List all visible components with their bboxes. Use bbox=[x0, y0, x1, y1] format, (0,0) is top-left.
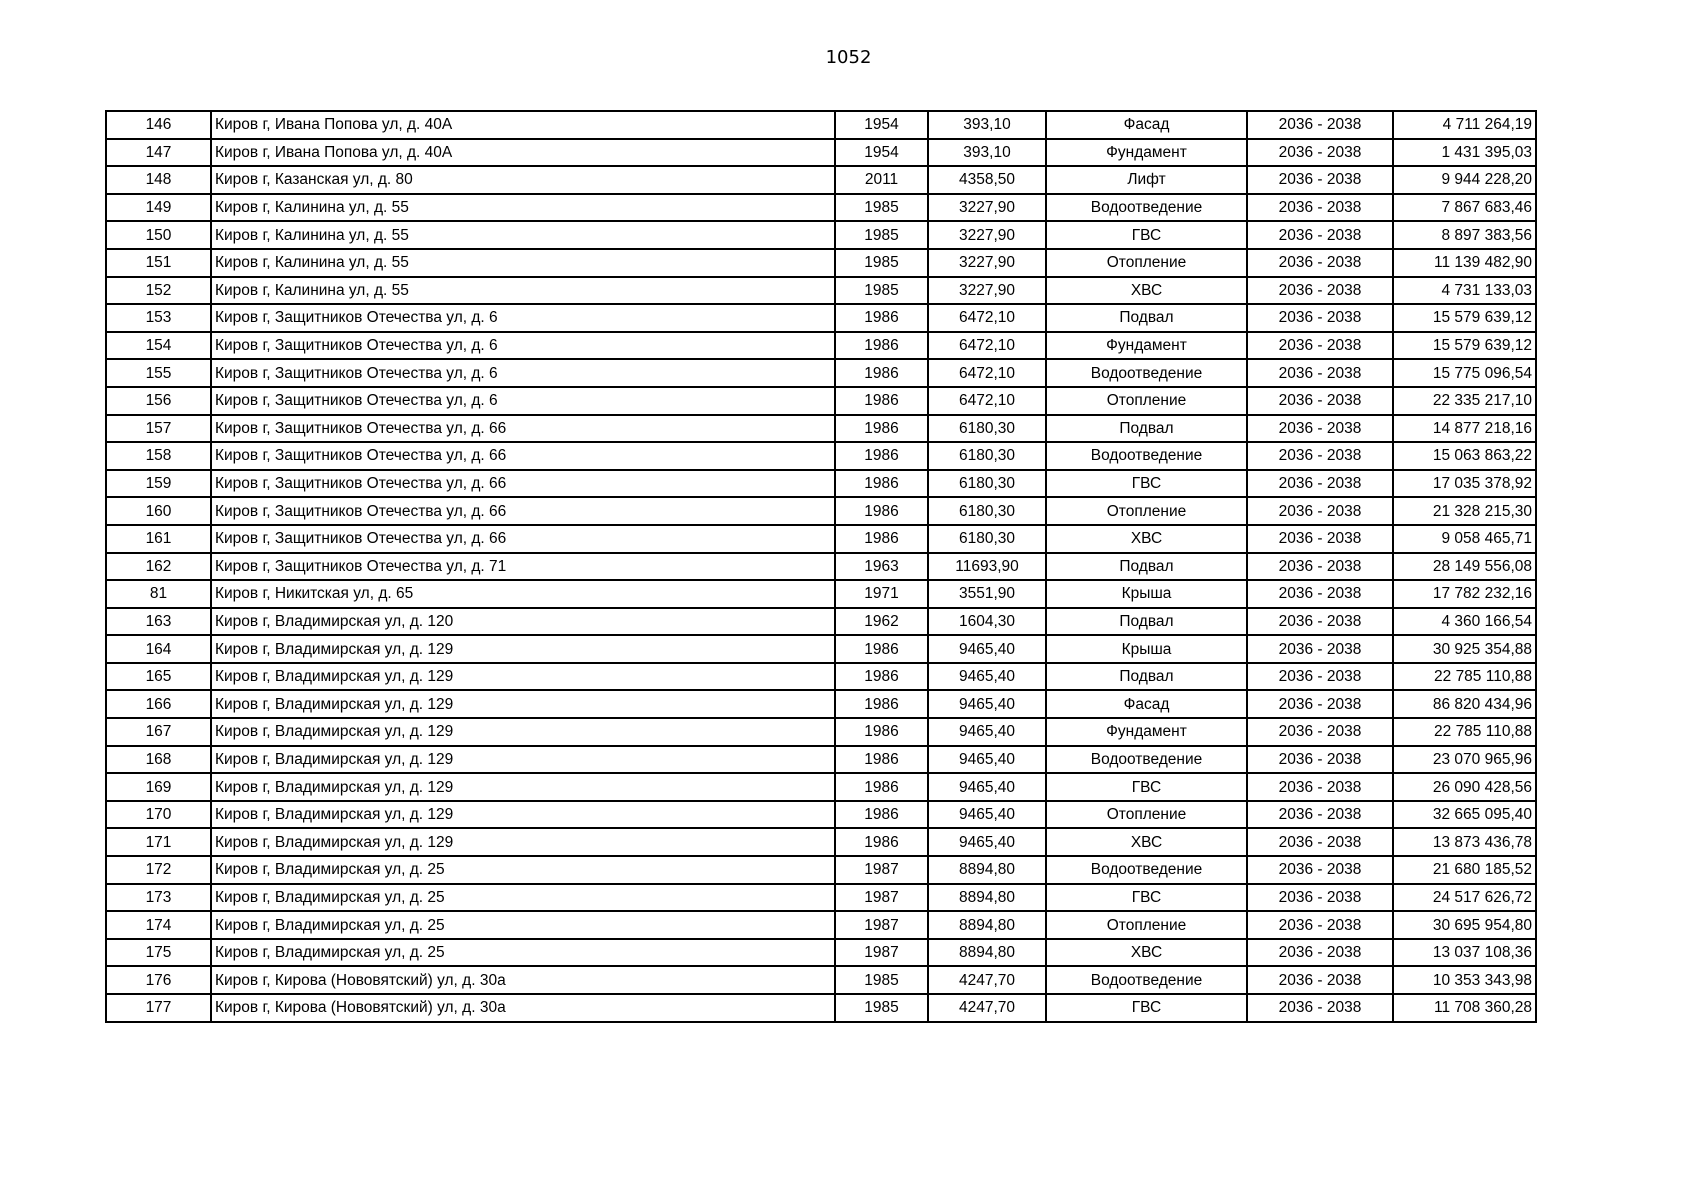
address-cell: Киров г, Владимирская ул, д. 129 bbox=[211, 746, 835, 774]
cost-cell: 32 665 095,40 bbox=[1393, 801, 1536, 829]
cost-cell: 15 579 639,12 bbox=[1393, 332, 1536, 360]
area-cell: 8894,80 bbox=[928, 884, 1046, 912]
address-cell: Киров г, Ивана Попова ул, д. 40А bbox=[211, 111, 835, 139]
period-cell: 2036 - 2038 bbox=[1247, 911, 1393, 939]
year-built-cell: 1985 bbox=[835, 966, 928, 994]
address-cell: Киров г, Казанская ул, д. 80 bbox=[211, 166, 835, 194]
period-cell: 2036 - 2038 bbox=[1247, 828, 1393, 856]
table-row bbox=[106, 497, 1536, 525]
work-type-cell: Водоотведение bbox=[1046, 856, 1247, 884]
row-number-cell: 177 bbox=[106, 994, 211, 1022]
address-cell: Киров г, Защитников Отечества ул, д. 6 bbox=[211, 332, 835, 360]
row-number-cell: 159 bbox=[106, 470, 211, 498]
row-number-cell: 174 bbox=[106, 911, 211, 939]
cost-cell: 26 090 428,56 bbox=[1393, 773, 1536, 801]
cost-cell: 21 328 215,30 bbox=[1393, 497, 1536, 525]
period-cell: 2036 - 2038 bbox=[1247, 497, 1393, 525]
year-built-cell: 1985 bbox=[835, 194, 928, 222]
year-built-cell: 1986 bbox=[835, 828, 928, 856]
area-cell: 9465,40 bbox=[928, 773, 1046, 801]
period-cell: 2036 - 2038 bbox=[1247, 746, 1393, 774]
cost-cell: 4 711 264,19 bbox=[1393, 111, 1536, 139]
cost-cell: 30 695 954,80 bbox=[1393, 911, 1536, 939]
cost-cell: 22 335 217,10 bbox=[1393, 387, 1536, 415]
table-row bbox=[106, 608, 1536, 636]
year-built-cell: 1986 bbox=[835, 359, 928, 387]
row-number-cell: 150 bbox=[106, 221, 211, 249]
table-row bbox=[106, 525, 1536, 553]
address-cell: Киров г, Владимирская ул, д. 129 bbox=[211, 690, 835, 718]
row-number-cell: 157 bbox=[106, 415, 211, 443]
work-type-cell: ГВС bbox=[1046, 994, 1247, 1022]
period-cell: 2036 - 2038 bbox=[1247, 801, 1393, 829]
period-cell: 2036 - 2038 bbox=[1247, 111, 1393, 139]
area-cell: 6472,10 bbox=[928, 332, 1046, 360]
row-number-cell: 162 bbox=[106, 553, 211, 581]
area-cell: 9465,40 bbox=[928, 746, 1046, 774]
work-type-cell: Подвал bbox=[1046, 553, 1247, 581]
work-type-cell: ХВС bbox=[1046, 939, 1247, 967]
address-cell: Киров г, Владимирская ул, д. 25 bbox=[211, 911, 835, 939]
table-row bbox=[106, 580, 1536, 608]
work-type-cell: Подвал bbox=[1046, 608, 1247, 636]
area-cell: 6472,10 bbox=[928, 304, 1046, 332]
row-number-cell: 151 bbox=[106, 249, 211, 277]
row-number-cell: 146 bbox=[106, 111, 211, 139]
work-type-cell: Подвал bbox=[1046, 415, 1247, 443]
table-row bbox=[106, 635, 1536, 663]
cost-cell: 22 785 110,88 bbox=[1393, 663, 1536, 691]
period-cell: 2036 - 2038 bbox=[1247, 194, 1393, 222]
row-number-cell: 164 bbox=[106, 635, 211, 663]
year-built-cell: 2011 bbox=[835, 166, 928, 194]
row-number-cell: 171 bbox=[106, 828, 211, 856]
table-row bbox=[106, 966, 1536, 994]
work-type-cell: Фундамент bbox=[1046, 718, 1247, 746]
work-type-cell: ХВС bbox=[1046, 277, 1247, 305]
table-row bbox=[106, 277, 1536, 305]
row-number-cell: 170 bbox=[106, 801, 211, 829]
period-cell: 2036 - 2038 bbox=[1247, 773, 1393, 801]
address-cell: Киров г, Калинина ул, д. 55 bbox=[211, 194, 835, 222]
row-number-cell: 81 bbox=[106, 580, 211, 608]
period-cell: 2036 - 2038 bbox=[1247, 939, 1393, 967]
table-row bbox=[106, 994, 1536, 1022]
period-cell: 2036 - 2038 bbox=[1247, 470, 1393, 498]
cost-cell: 15 579 639,12 bbox=[1393, 304, 1536, 332]
period-cell: 2036 - 2038 bbox=[1247, 359, 1393, 387]
year-built-cell: 1986 bbox=[835, 663, 928, 691]
row-number-cell: 161 bbox=[106, 525, 211, 553]
table-row bbox=[106, 690, 1536, 718]
work-type-cell: Крыша bbox=[1046, 635, 1247, 663]
period-cell: 2036 - 2038 bbox=[1247, 277, 1393, 305]
cost-cell: 1 431 395,03 bbox=[1393, 139, 1536, 167]
cost-cell: 14 877 218,16 bbox=[1393, 415, 1536, 443]
address-cell: Киров г, Защитников Отечества ул, д. 66 bbox=[211, 525, 835, 553]
row-number-cell: 165 bbox=[106, 663, 211, 691]
area-cell: 6180,30 bbox=[928, 470, 1046, 498]
cost-cell: 4 360 166,54 bbox=[1393, 608, 1536, 636]
year-built-cell: 1954 bbox=[835, 111, 928, 139]
page-number: 1052 bbox=[825, 47, 872, 68]
table-row bbox=[106, 939, 1536, 967]
period-cell: 2036 - 2038 bbox=[1247, 442, 1393, 470]
row-number-cell: 147 bbox=[106, 139, 211, 167]
period-cell: 2036 - 2038 bbox=[1247, 635, 1393, 663]
table-row bbox=[106, 249, 1536, 277]
area-cell: 9465,40 bbox=[928, 663, 1046, 691]
table-row bbox=[106, 166, 1536, 194]
area-cell: 3227,90 bbox=[928, 194, 1046, 222]
work-type-cell: Подвал bbox=[1046, 304, 1247, 332]
address-cell: Киров г, Владимирская ул, д. 25 bbox=[211, 884, 835, 912]
year-built-cell: 1986 bbox=[835, 442, 928, 470]
work-type-cell: Отопление bbox=[1046, 911, 1247, 939]
cost-cell: 23 070 965,96 bbox=[1393, 746, 1536, 774]
cost-cell: 22 785 110,88 bbox=[1393, 718, 1536, 746]
row-number-cell: 155 bbox=[106, 359, 211, 387]
table-row bbox=[106, 332, 1536, 360]
period-cell: 2036 - 2038 bbox=[1247, 994, 1393, 1022]
row-number-cell: 154 bbox=[106, 332, 211, 360]
row-number-cell: 156 bbox=[106, 387, 211, 415]
period-cell: 2036 - 2038 bbox=[1247, 139, 1393, 167]
table-row bbox=[106, 828, 1536, 856]
address-cell: Киров г, Владимирская ул, д. 129 bbox=[211, 773, 835, 801]
table-row bbox=[106, 139, 1536, 167]
area-cell: 9465,40 bbox=[928, 690, 1046, 718]
table-row bbox=[106, 359, 1536, 387]
area-cell: 393,10 bbox=[928, 139, 1046, 167]
address-cell: Киров г, Владимирская ул, д. 25 bbox=[211, 856, 835, 884]
year-built-cell: 1986 bbox=[835, 635, 928, 663]
work-type-cell: Фасад bbox=[1046, 111, 1247, 139]
period-cell: 2036 - 2038 bbox=[1247, 221, 1393, 249]
row-number-cell: 166 bbox=[106, 690, 211, 718]
address-cell: Киров г, Защитников Отечества ул, д. 66 bbox=[211, 470, 835, 498]
year-built-cell: 1985 bbox=[835, 277, 928, 305]
work-type-cell: ГВС bbox=[1046, 884, 1247, 912]
work-type-cell: Водоотведение bbox=[1046, 442, 1247, 470]
address-cell: Киров г, Защитников Отечества ул, д. 6 bbox=[211, 359, 835, 387]
work-type-cell: Водоотведение bbox=[1046, 194, 1247, 222]
area-cell: 393,10 bbox=[928, 111, 1046, 139]
address-cell: Киров г, Защитников Отечества ул, д. 6 bbox=[211, 387, 835, 415]
address-cell: Киров г, Владимирская ул, д. 129 bbox=[211, 663, 835, 691]
area-cell: 9465,40 bbox=[928, 718, 1046, 746]
year-built-cell: 1986 bbox=[835, 497, 928, 525]
year-built-cell: 1986 bbox=[835, 415, 928, 443]
cost-cell: 86 820 434,96 bbox=[1393, 690, 1536, 718]
table-row bbox=[106, 221, 1536, 249]
address-cell: Киров г, Кирова (Нововятский) ул, д. 30а bbox=[211, 994, 835, 1022]
address-cell: Киров г, Защитников Отечества ул, д. 66 bbox=[211, 442, 835, 470]
table-row bbox=[106, 746, 1536, 774]
work-type-cell: ГВС bbox=[1046, 221, 1247, 249]
area-cell: 3551,90 bbox=[928, 580, 1046, 608]
work-type-cell: Отопление bbox=[1046, 497, 1247, 525]
area-cell: 4247,70 bbox=[928, 966, 1046, 994]
cost-cell: 7 867 683,46 bbox=[1393, 194, 1536, 222]
year-built-cell: 1962 bbox=[835, 608, 928, 636]
table-row bbox=[106, 553, 1536, 581]
row-number-cell: 148 bbox=[106, 166, 211, 194]
cost-cell: 24 517 626,72 bbox=[1393, 884, 1536, 912]
address-cell: Киров г, Калинина ул, д. 55 bbox=[211, 277, 835, 305]
period-cell: 2036 - 2038 bbox=[1247, 663, 1393, 691]
work-type-cell: ХВС bbox=[1046, 828, 1247, 856]
cost-cell: 13 037 108,36 bbox=[1393, 939, 1536, 967]
cost-cell: 10 353 343,98 bbox=[1393, 966, 1536, 994]
work-type-cell: Отопление bbox=[1046, 387, 1247, 415]
work-type-cell: ГВС bbox=[1046, 773, 1247, 801]
area-cell: 3227,90 bbox=[928, 249, 1046, 277]
year-built-cell: 1986 bbox=[835, 746, 928, 774]
work-type-cell: Лифт bbox=[1046, 166, 1247, 194]
cost-cell: 15 063 863,22 bbox=[1393, 442, 1536, 470]
year-built-cell: 1986 bbox=[835, 332, 928, 360]
address-cell: Киров г, Защитников Отечества ул, д. 66 bbox=[211, 497, 835, 525]
address-cell: Киров г, Калинина ул, д. 55 bbox=[211, 249, 835, 277]
row-number-cell: 172 bbox=[106, 856, 211, 884]
work-type-cell: Водоотведение bbox=[1046, 746, 1247, 774]
row-number-cell: 152 bbox=[106, 277, 211, 305]
cost-cell: 4 731 133,03 bbox=[1393, 277, 1536, 305]
cost-cell: 13 873 436,78 bbox=[1393, 828, 1536, 856]
table-row bbox=[106, 911, 1536, 939]
period-cell: 2036 - 2038 bbox=[1247, 332, 1393, 360]
year-built-cell: 1971 bbox=[835, 580, 928, 608]
area-cell: 3227,90 bbox=[928, 277, 1046, 305]
year-built-cell: 1986 bbox=[835, 718, 928, 746]
period-cell: 2036 - 2038 bbox=[1247, 690, 1393, 718]
address-cell: Киров г, Владимирская ул, д. 120 bbox=[211, 608, 835, 636]
area-cell: 4247,70 bbox=[928, 994, 1046, 1022]
year-built-cell: 1986 bbox=[835, 773, 928, 801]
year-built-cell: 1986 bbox=[835, 801, 928, 829]
year-built-cell: 1987 bbox=[835, 939, 928, 967]
work-type-cell: Водоотведение bbox=[1046, 359, 1247, 387]
row-number-cell: 175 bbox=[106, 939, 211, 967]
area-cell: 8894,80 bbox=[928, 911, 1046, 939]
period-cell: 2036 - 2038 bbox=[1247, 856, 1393, 884]
period-cell: 2036 - 2038 bbox=[1247, 580, 1393, 608]
table-row bbox=[106, 470, 1536, 498]
work-type-cell: Фасад bbox=[1046, 690, 1247, 718]
table-row bbox=[106, 415, 1536, 443]
cost-cell: 17 782 232,16 bbox=[1393, 580, 1536, 608]
period-cell: 2036 - 2038 bbox=[1247, 166, 1393, 194]
year-built-cell: 1987 bbox=[835, 856, 928, 884]
cost-cell: 28 149 556,08 bbox=[1393, 553, 1536, 581]
year-built-cell: 1986 bbox=[835, 690, 928, 718]
area-cell: 6180,30 bbox=[928, 442, 1046, 470]
area-cell: 9465,40 bbox=[928, 635, 1046, 663]
year-built-cell: 1986 bbox=[835, 470, 928, 498]
cost-cell: 9 944 228,20 bbox=[1393, 166, 1536, 194]
address-cell: Киров г, Владимирская ул, д. 129 bbox=[211, 635, 835, 663]
table-row bbox=[106, 856, 1536, 884]
work-type-cell: Крыша bbox=[1046, 580, 1247, 608]
cost-cell: 17 035 378,92 bbox=[1393, 470, 1536, 498]
period-cell: 2036 - 2038 bbox=[1247, 387, 1393, 415]
address-cell: Киров г, Защитников Отечества ул, д. 66 bbox=[211, 415, 835, 443]
work-type-cell: Подвал bbox=[1046, 663, 1247, 691]
period-cell: 2036 - 2038 bbox=[1247, 608, 1393, 636]
period-cell: 2036 - 2038 bbox=[1247, 884, 1393, 912]
address-cell: Киров г, Владимирская ул, д. 129 bbox=[211, 718, 835, 746]
area-cell: 6180,30 bbox=[928, 497, 1046, 525]
address-cell: Киров г, Защитников Отечества ул, д. 6 bbox=[211, 304, 835, 332]
year-built-cell: 1986 bbox=[835, 304, 928, 332]
repair-schedule-table bbox=[105, 110, 1537, 1023]
year-built-cell: 1985 bbox=[835, 221, 928, 249]
table-row bbox=[106, 194, 1536, 222]
work-type-cell: ГВС bbox=[1046, 470, 1247, 498]
table-row bbox=[106, 801, 1536, 829]
year-built-cell: 1987 bbox=[835, 884, 928, 912]
address-cell: Киров г, Калинина ул, д. 55 bbox=[211, 221, 835, 249]
area-cell: 3227,90 bbox=[928, 221, 1046, 249]
period-cell: 2036 - 2038 bbox=[1247, 966, 1393, 994]
year-built-cell: 1985 bbox=[835, 994, 928, 1022]
work-type-cell: Фундамент bbox=[1046, 139, 1247, 167]
table-body bbox=[106, 111, 1536, 1022]
area-cell: 8894,80 bbox=[928, 856, 1046, 884]
row-number-cell: 160 bbox=[106, 497, 211, 525]
address-cell: Киров г, Владимирская ул, д. 129 bbox=[211, 801, 835, 829]
row-number-cell: 163 bbox=[106, 608, 211, 636]
year-built-cell: 1985 bbox=[835, 249, 928, 277]
period-cell: 2036 - 2038 bbox=[1247, 304, 1393, 332]
area-cell: 6472,10 bbox=[928, 359, 1046, 387]
row-number-cell: 169 bbox=[106, 773, 211, 801]
area-cell: 8894,80 bbox=[928, 939, 1046, 967]
work-type-cell: Водоотведение bbox=[1046, 966, 1247, 994]
year-built-cell: 1986 bbox=[835, 525, 928, 553]
cost-cell: 30 925 354,88 bbox=[1393, 635, 1536, 663]
year-built-cell: 1954 bbox=[835, 139, 928, 167]
cost-cell: 11 139 482,90 bbox=[1393, 249, 1536, 277]
row-number-cell: 149 bbox=[106, 194, 211, 222]
area-cell: 6472,10 bbox=[928, 387, 1046, 415]
area-cell: 6180,30 bbox=[928, 525, 1046, 553]
address-cell: Киров г, Никитская ул, д. 65 bbox=[211, 580, 835, 608]
cost-cell: 21 680 185,52 bbox=[1393, 856, 1536, 884]
row-number-cell: 158 bbox=[106, 442, 211, 470]
row-number-cell: 176 bbox=[106, 966, 211, 994]
area-cell: 6180,30 bbox=[928, 415, 1046, 443]
period-cell: 2036 - 2038 bbox=[1247, 553, 1393, 581]
cost-cell: 9 058 465,71 bbox=[1393, 525, 1536, 553]
address-cell: Киров г, Ивана Попова ул, д. 40А bbox=[211, 139, 835, 167]
area-cell: 9465,40 bbox=[928, 828, 1046, 856]
address-cell: Киров г, Защитников Отечества ул, д. 71 bbox=[211, 553, 835, 581]
table-row bbox=[106, 304, 1536, 332]
table-row bbox=[106, 718, 1536, 746]
row-number-cell: 168 bbox=[106, 746, 211, 774]
work-type-cell: ХВС bbox=[1046, 525, 1247, 553]
period-cell: 2036 - 2038 bbox=[1247, 249, 1393, 277]
cost-cell: 15 775 096,54 bbox=[1393, 359, 1536, 387]
period-cell: 2036 - 2038 bbox=[1247, 415, 1393, 443]
area-cell: 1604,30 bbox=[928, 608, 1046, 636]
row-number-cell: 153 bbox=[106, 304, 211, 332]
row-number-cell: 173 bbox=[106, 884, 211, 912]
table-row bbox=[106, 387, 1536, 415]
work-type-cell: Фундамент bbox=[1046, 332, 1247, 360]
row-number-cell: 167 bbox=[106, 718, 211, 746]
table-row bbox=[106, 442, 1536, 470]
period-cell: 2036 - 2038 bbox=[1247, 718, 1393, 746]
table-row bbox=[106, 663, 1536, 691]
cost-cell: 11 708 360,28 bbox=[1393, 994, 1536, 1022]
year-built-cell: 1986 bbox=[835, 387, 928, 415]
cost-cell: 8 897 383,56 bbox=[1393, 221, 1536, 249]
area-cell: 9465,40 bbox=[928, 801, 1046, 829]
year-built-cell: 1963 bbox=[835, 553, 928, 581]
table-row bbox=[106, 773, 1536, 801]
year-built-cell: 1987 bbox=[835, 911, 928, 939]
area-cell: 4358,50 bbox=[928, 166, 1046, 194]
address-cell: Киров г, Владимирская ул, д. 25 bbox=[211, 939, 835, 967]
area-cell: 11693,90 bbox=[928, 553, 1046, 581]
address-cell: Киров г, Кирова (Нововятский) ул, д. 30а bbox=[211, 966, 835, 994]
address-cell: Киров г, Владимирская ул, д. 129 bbox=[211, 828, 835, 856]
period-cell: 2036 - 2038 bbox=[1247, 525, 1393, 553]
work-type-cell: Отопление bbox=[1046, 249, 1247, 277]
work-type-cell: Отопление bbox=[1046, 801, 1247, 829]
table-row bbox=[106, 884, 1536, 912]
table-row bbox=[106, 111, 1536, 139]
